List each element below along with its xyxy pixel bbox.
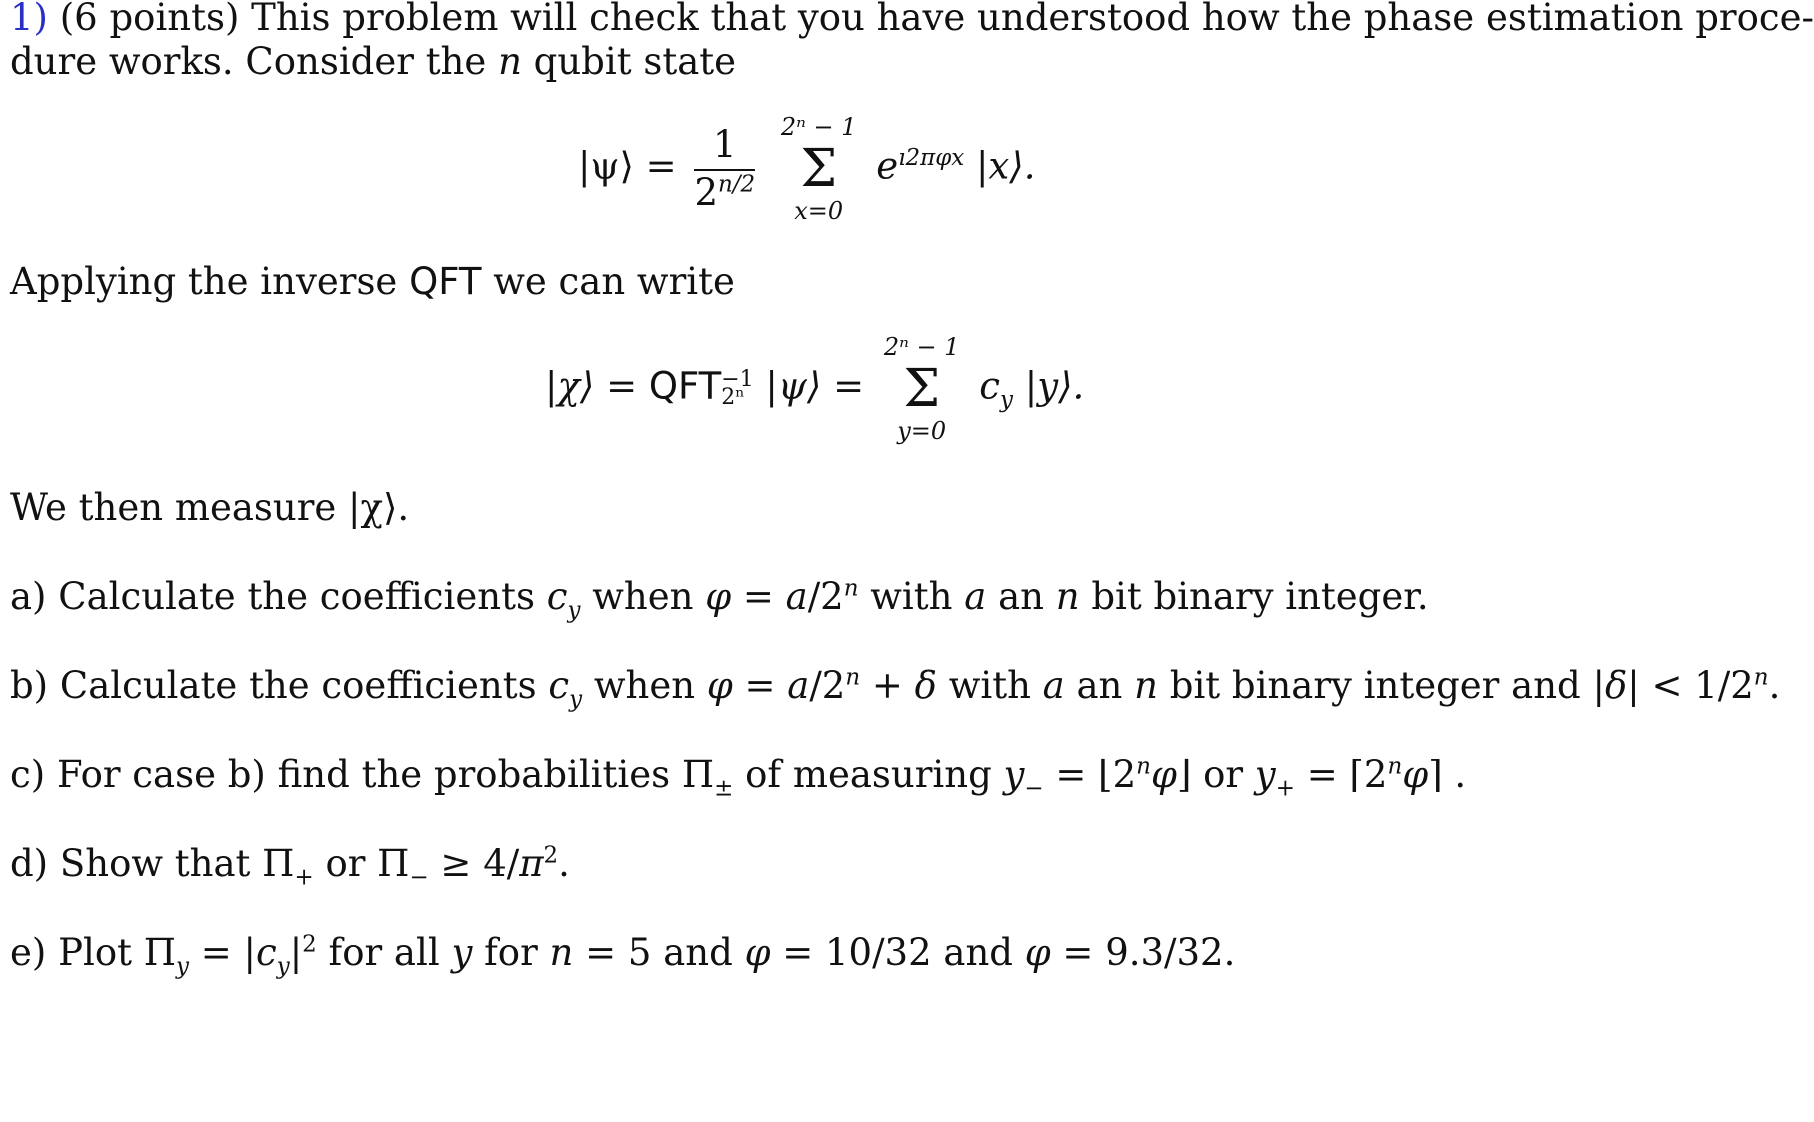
intro-text-a: dure works. Consider the <box>10 40 487 83</box>
part-e-label: e) <box>10 931 47 974</box>
eq2-coeff: c <box>979 364 1001 408</box>
part-b-label: b) <box>10 664 49 707</box>
eq2-sum-upper: 2ⁿ − 1 <box>883 333 960 361</box>
part-e: e) Plot $\Pi_y = |c_y|^2$ for all y for n = 5 and φ = 10/32 and φ = 9.3/32. <box>10 931 1236 980</box>
part-a-label: a) <box>10 575 47 618</box>
part-d-text2: or <box>325 842 366 885</box>
equation-chi <box>545 332 1084 446</box>
eq2-summation <box>884 332 960 446</box>
part-e-text4: and <box>663 931 733 974</box>
equation-psi <box>578 112 1036 226</box>
eq2-qft-sub: 2ⁿ <box>721 385 745 410</box>
part-a-text1: Calculate the coefficients <box>58 575 535 618</box>
eq1-lhs: |ψ⟩ = <box>578 144 677 188</box>
part-a-text4: an <box>998 575 1044 618</box>
part-d-text1: Show that <box>59 842 251 885</box>
part-b: b) Calculate the coefficients $c_y$ when $\varphi = a/2^n + \delta$ with a an n bit binary integer and $|\delta| < 1/2^n$. <box>10 664 1781 713</box>
part-a-condition: φ <box>705 575 732 618</box>
eq1-ket: |x⟩. <box>975 144 1036 188</box>
eq1-sum-lower: x=0 <box>794 197 844 225</box>
part-d-label: d) <box>10 842 49 885</box>
problem-intro-line-1 <box>10 0 1814 42</box>
eq1-frac-numerator: 1 <box>694 125 755 171</box>
eq1-frac-denominator <box>694 171 755 213</box>
problem-intro-text: (6 points) This problem will check that you have understood how the phase estimation proce- <box>59 0 1814 39</box>
part-a-text2: when <box>592 575 694 618</box>
intro-text-b: qubit state <box>533 40 737 83</box>
part-a-coeff: $c_y$ <box>546 575 581 624</box>
part-e-text5: and <box>943 931 1013 974</box>
eq1-sum-upper: 2ⁿ − 1 <box>780 113 857 141</box>
eq1-exp-power: ı2πφx <box>898 145 965 172</box>
problem-intro-line-2 <box>10 38 736 86</box>
eq1-summation <box>781 112 857 226</box>
applying-text-a: Applying the inverse <box>10 260 398 303</box>
sigma-icon: Σ <box>800 139 838 199</box>
measure-line: We then measure |χ⟩. <box>10 486 410 529</box>
part-e-text1: Plot <box>58 931 132 974</box>
eq2-ket: |y⟩. <box>1024 364 1085 408</box>
part-b-text5: bit binary integer and <box>1169 664 1581 707</box>
eq2-sum-lower: y=0 <box>897 417 947 445</box>
part-c-label: c) <box>10 753 46 796</box>
eq2-lhs: |χ⟩ = <box>545 364 638 408</box>
part-d: d) Show that $\Pi_+$ or $\Pi_- \ge 4/\pi^2$. <box>10 842 570 891</box>
part-e-text2: for all <box>328 931 440 974</box>
intro-var-n: n <box>498 40 522 83</box>
part-b-text2: when <box>593 664 696 707</box>
part-a-text3: with <box>870 575 953 618</box>
eq2-qft: QFT <box>648 364 722 408</box>
part-b-text4: an <box>1076 664 1123 707</box>
applying-qft: QFT <box>409 260 482 303</box>
eq2-qft-sup: −1 <box>721 367 754 392</box>
part-b-text1: Calculate the coefficients <box>59 664 537 707</box>
applying-inverse-line <box>10 258 735 306</box>
part-b-coeff: $c_y$ <box>548 664 583 713</box>
eq2-coeff-sub: y <box>1000 386 1013 413</box>
part-e-text3: for <box>484 931 538 974</box>
part-b-text3: with <box>948 664 1031 707</box>
eq2-mid: |ψ⟩ = <box>765 364 865 408</box>
eq2-qft-scripts <box>721 367 754 410</box>
eq1-den-base: 2 <box>694 171 718 214</box>
sigma-icon: Σ <box>903 359 941 419</box>
part-a: a) Calculate the coefficients $c_y$ when $\varphi = a/2^n$ with a an n bit binary integer. <box>10 575 1429 624</box>
eq1-den-exp: n/2 <box>718 171 756 198</box>
applying-text-b: we can write <box>493 260 735 303</box>
part-a-text5: bit binary integer. <box>1091 575 1429 618</box>
eq1-fraction <box>694 125 755 213</box>
part-c-text3: or <box>1203 753 1244 796</box>
part-c-text2: of measuring <box>745 753 992 796</box>
part-c: c) For case b) find the probabilities $\Pi_\pm$ of measuring $y_-$ = $⌊2^n\varphi⌋$ or $y_+$ = $⌈2^n\varphi⌉$ . <box>10 753 1467 802</box>
problem-number: 1) <box>10 0 48 39</box>
eq1-exp-base: e <box>876 144 899 188</box>
part-c-text1: For case b) find the probabilities <box>56 753 671 796</box>
